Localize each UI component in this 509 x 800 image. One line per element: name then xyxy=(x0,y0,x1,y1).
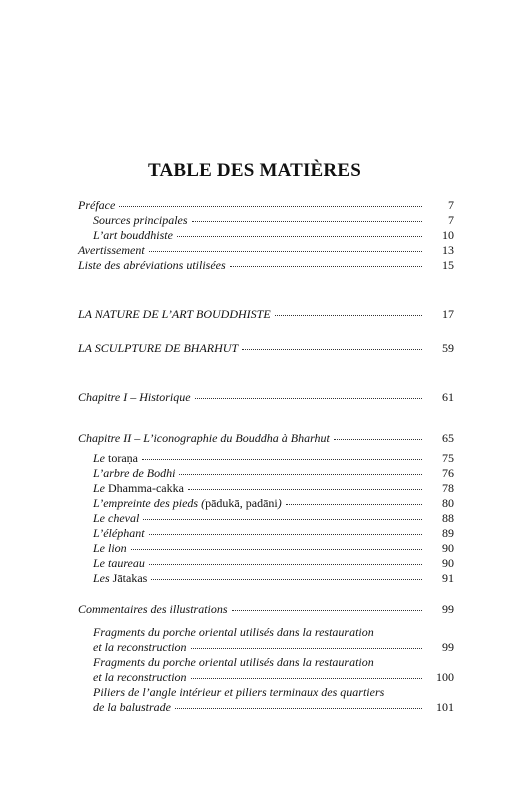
toc-entry-title-part: pādukā, padāni xyxy=(205,496,278,510)
toc-entry-abreviations[interactable] xyxy=(78,258,454,273)
dot-leader xyxy=(119,206,422,207)
toc-entry-sculpture[interactable] xyxy=(78,341,454,356)
toc-entry-title: L’éléphant xyxy=(93,526,145,540)
toc-entry-title: Avertissement xyxy=(78,243,145,257)
toc-entry-title: Préface xyxy=(78,198,116,212)
dot-leader xyxy=(232,610,422,611)
toc-page-number: 61 xyxy=(442,390,454,404)
toc-entry-title: Chapitre I – Historique xyxy=(78,390,191,404)
dot-leader xyxy=(177,236,422,237)
toc-entry-title: Chapitre II – L’iconographie du Bouddha à Bharhut xyxy=(78,431,330,445)
toc-entry-title xyxy=(93,571,147,586)
toc-entry-title: et la reconstruction xyxy=(93,640,187,654)
toc-page-number: 10 xyxy=(442,228,454,242)
toc-page-number: 78 xyxy=(442,481,454,495)
dot-leader xyxy=(149,564,422,565)
dot-leader xyxy=(143,519,422,520)
toc-entry-preface[interactable] xyxy=(78,198,454,213)
toc-entry-title: LA NATURE DE L’ART BOUDDHISTE xyxy=(78,307,271,321)
toc-page-number: 7 xyxy=(448,213,454,227)
toc-entry-lion[interactable] xyxy=(93,541,454,556)
toc-page-number: 15 xyxy=(442,258,454,272)
toc-entry-title: Le lion xyxy=(93,541,127,555)
dot-leader xyxy=(275,315,422,316)
toc-entry-title-line: Fragments du porche oriental utilisés dans la restauration xyxy=(93,655,374,669)
toc-page-number: 17 xyxy=(442,307,454,321)
toc-entry-commentaires[interactable] xyxy=(78,602,454,617)
toc-entry-title-part: toraṇa xyxy=(108,451,138,465)
toc-entry-nature[interactable] xyxy=(78,307,454,322)
toc-entry-piliers[interactable] xyxy=(93,685,454,715)
toc-entry-title: L’art bouddhiste xyxy=(93,228,173,242)
toc-page-number: 7 xyxy=(448,198,454,212)
toc-entry-taureau[interactable] xyxy=(93,556,454,571)
toc-page-number: 99 xyxy=(442,602,454,616)
dot-leader xyxy=(149,251,422,252)
dot-leader xyxy=(142,459,422,460)
toc-page-number: 76 xyxy=(442,466,454,480)
dot-leader xyxy=(191,678,422,679)
dot-leader xyxy=(151,579,422,580)
toc-entry-sources[interactable] xyxy=(93,213,454,228)
dot-leader xyxy=(230,266,422,267)
toc-entry-title: L’arbre de Bodhi xyxy=(93,466,176,480)
toc-entry-title: Le cheval xyxy=(93,511,140,525)
toc-entry-title: Sources principales xyxy=(93,213,188,227)
toc-entry-chapitre-1[interactable] xyxy=(78,390,454,405)
toc-entry-cheval[interactable] xyxy=(93,511,454,526)
toc-entry-arbre-bodhi[interactable] xyxy=(93,466,454,481)
toc-entry-avertissement[interactable] xyxy=(78,243,454,258)
dot-leader xyxy=(334,439,422,440)
toc-entry-title-part: Les xyxy=(93,571,113,585)
toc-entry-title: Commentaires des illustrations xyxy=(78,602,228,616)
toc-entry-title-part: Le xyxy=(93,481,108,495)
toc-entry-title: Le taureau xyxy=(93,556,145,570)
toc-page-number: 80 xyxy=(442,496,454,510)
toc-entry-title-part: Le xyxy=(93,451,108,465)
toc-entry-jatakas[interactable] xyxy=(93,571,454,586)
toc-page-number: 13 xyxy=(442,243,454,257)
toc-entry-art-bouddhiste[interactable] xyxy=(93,228,454,243)
page-title: TABLE DES MATIÈRES xyxy=(147,160,361,181)
toc-entry-title xyxy=(93,481,184,496)
dot-leader xyxy=(195,398,422,399)
toc-entry-chapitre-2[interactable] xyxy=(78,431,454,446)
toc-entry-title-line: Piliers de l’angle intérieur et piliers terminaux des quartiers xyxy=(93,685,385,699)
toc-entry-title-part: ) xyxy=(277,496,282,510)
toc-page-number: 90 xyxy=(442,556,454,570)
toc-entry-title: LA SCULPTURE DE BHARHUT xyxy=(78,341,239,355)
toc-entry-fragments-2[interactable] xyxy=(93,655,454,685)
toc-entry-title: de la balustrade xyxy=(93,700,171,714)
toc-entry-title: Liste des abréviations utilisées xyxy=(78,258,226,272)
toc-page-number: 88 xyxy=(442,511,454,525)
toc-entry-torana[interactable] xyxy=(93,451,454,466)
toc-entry-dhamma-cakka[interactable] xyxy=(93,481,454,496)
dot-leader xyxy=(149,534,422,535)
toc-entry-elephant[interactable] xyxy=(93,526,454,541)
dot-leader xyxy=(179,474,422,475)
dot-leader xyxy=(286,504,422,505)
toc-entry-fragments-1[interactable] xyxy=(93,625,454,655)
toc-entry-title xyxy=(93,451,138,466)
toc-page-number: 75 xyxy=(442,451,454,465)
toc-page-number: 99 xyxy=(442,640,454,654)
dot-leader xyxy=(242,349,422,350)
toc-page-number: 59 xyxy=(442,341,454,355)
toc-page-number: 91 xyxy=(442,571,454,585)
toc-entry-title xyxy=(93,496,282,511)
dot-leader xyxy=(131,549,422,550)
toc-page-number: 65 xyxy=(442,431,454,445)
dot-leader xyxy=(188,489,422,490)
toc-page-number: 89 xyxy=(442,526,454,540)
toc-page-number: 101 xyxy=(436,700,454,714)
toc-entry-empreinte[interactable] xyxy=(93,496,454,511)
toc-entry-title-part: Dhamma-cakka xyxy=(108,481,184,495)
toc-entry-title-part: Jātakas xyxy=(112,571,148,585)
toc-entry-title-line: Fragments du porche oriental utilisés dans la restauration xyxy=(93,625,374,639)
toc-page-number: 100 xyxy=(436,670,454,684)
toc-entry-title-part: L’empreinte des pieds ( xyxy=(93,496,206,510)
dot-leader xyxy=(191,648,422,649)
dot-leader xyxy=(192,221,422,222)
toc-entry-title: et la reconstruction xyxy=(93,670,187,684)
dot-leader xyxy=(175,708,422,709)
toc-page-number: 90 xyxy=(442,541,454,555)
